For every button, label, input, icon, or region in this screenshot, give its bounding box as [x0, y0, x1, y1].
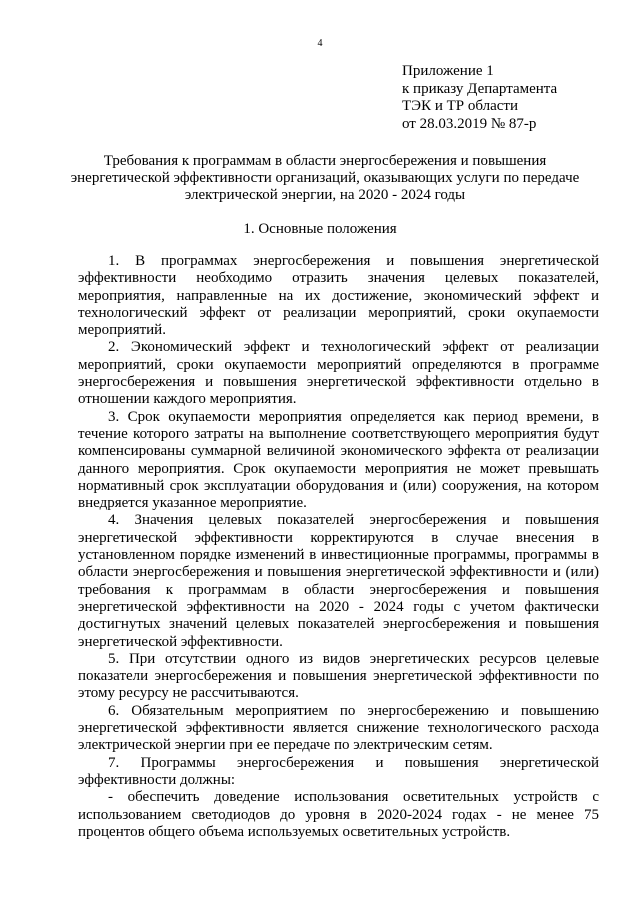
paragraph-7: 7. Программы энергосбережения и повышения энергетической эффективности должны: [78, 754, 599, 788]
paragraph-6: 6. Обязательным мероприятием по энергосбережению и повышению энергетической эффективности является снижение технологического расхода электрической энергии при ее передаче по электрическим сетям. [78, 702, 599, 754]
title-line-2: энергетической эффективности организаций, оказывающих услуги по передаче [70, 170, 580, 186]
appendix-line-4: от 28.03.2019 № 87-р [402, 115, 537, 132]
appendix-line-3: ТЭК и ТР области [402, 98, 518, 114]
body-text [78, 253, 599, 841]
paragraph-8: - обеспечить доведение использования осветительных устройств с использованием светодиодов до уровня в 2020-2024 годах - не менее 75 процентов общего объема используемых осветительных устройств. [78, 789, 599, 840]
paragraph-5: 5. При отсутствии одного из видов энергетических ресурсов целевые показатели энергосбережения и повышения энергетической эффективности по этому ресурсу не рассчитываются. [78, 650, 599, 702]
title-line-3: электрической энергии, на 2020 - 2024 годы [184, 187, 466, 203]
page-number: 4 [317, 38, 323, 49]
section-heading: 1. Основные положения [243, 221, 397, 237]
paragraph-2: 2. Экономический эффект и технологический эффект от реализации мероприятий, сроки окупаемости мероприятий определяются в программе энергосбережения и повышения энергетической эффективности отдельно в отношении каждого мероприятия. [78, 339, 599, 408]
document-title [60, 153, 590, 204]
paragraph-4: 4. Значения целевых показателей энергосбережения и повышения энергетической эффективности корректируются в случае внесения в установленном порядке изменений в инвестиционные программы, программы в области энергосбережения и повышения энергетической эффективности и (или) требования к программам в области энергосбережения и повышения энергетической эффективности на 2020 - 2024 годы с учетом фактически достигнутых значений целевых показателей энергосбережения и повышения энергетической эффективности. [78, 512, 599, 650]
appendix-block [402, 63, 622, 133]
appendix-line-2: к приказу Департамента [402, 80, 558, 97]
paragraph-3: 3. Срок окупаемости мероприятия определяется как период времени, в течение которого затраты на выполнение соответствующего мероприятия будут компенсированы суммарной величиной экономического эффекта от реализации данного мероприятия. Срок окупаемости мероприятия не может превышать нормативный срок эксплуатации оборудования и (или) сооружения, на котором внедряется указанное мероприятие. [78, 408, 599, 512]
paragraph-1: 1. В программах энергосбережения и повышения энергетической эффективности необходимо отразить значения целевых показателей, мероприятия, направленные на их достижение, экономический эффект и технологический эффект от реализации мероприятий, сроки окупаемости мероприятий. [78, 253, 599, 339]
appendix-line-1: Приложение 1 [402, 63, 494, 79]
title-line-1: Требования к программам в области энергосбережения и повышения [103, 153, 547, 169]
